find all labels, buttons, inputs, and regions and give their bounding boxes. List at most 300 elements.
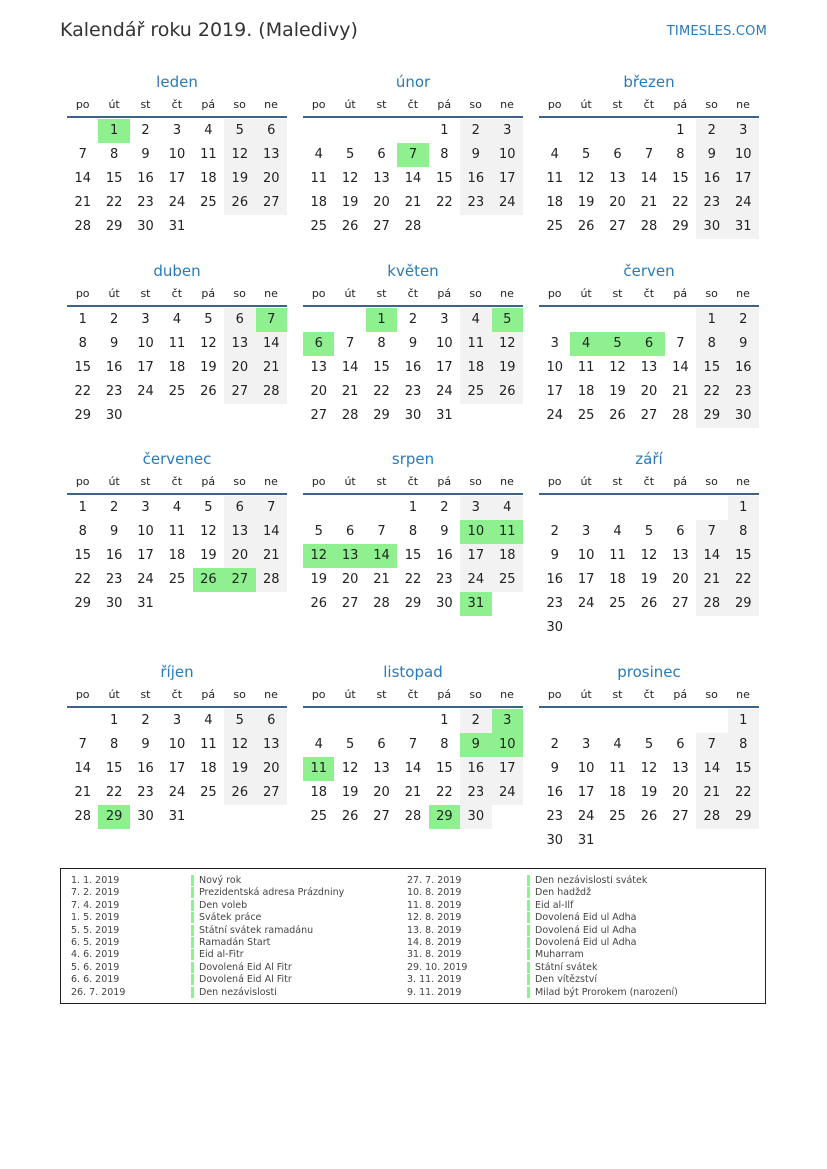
day-cell: 6 [224, 308, 255, 332]
empty-cell [570, 496, 601, 520]
holiday-marker [527, 912, 530, 923]
day-cell: 25 [310, 219, 327, 234]
day-cell: 1 [408, 500, 418, 515]
day-cell: 2 [141, 713, 150, 728]
month-name: říjen [160, 663, 194, 681]
weekday-label: ne [736, 98, 750, 111]
holiday-day: 26 [193, 568, 224, 592]
empty-cell [633, 709, 664, 733]
holiday-day: 1 [366, 308, 397, 332]
holiday-marker [527, 962, 530, 973]
day-cell: 2 [141, 123, 150, 138]
holiday-marker [527, 949, 530, 960]
holiday-day: 12 [303, 544, 334, 568]
day-cell: 25 [310, 809, 327, 824]
weekday-label: po [75, 98, 90, 111]
brand-link[interactable]: TIMESLES.COM [666, 24, 767, 39]
day-cell: 30 [696, 215, 727, 239]
day-cell: 14 [640, 171, 658, 186]
weekday-label: út [344, 475, 356, 488]
day-cell: 17 [168, 761, 186, 776]
day-cell: 19 [200, 360, 217, 375]
weekday-label: po [311, 287, 326, 300]
weekday-label: st [376, 475, 387, 488]
day-grid [67, 119, 287, 239]
day-cell: 8 [78, 336, 87, 351]
weekday-label: pá [201, 688, 216, 701]
empty-cell [397, 119, 428, 143]
weekday-label: čt [643, 98, 655, 111]
day-cell: 1 [440, 123, 449, 138]
day-cell: 6 [676, 737, 685, 752]
legend-row [407, 949, 678, 961]
day-cell: 13 [672, 761, 689, 776]
day-cell: 2 [440, 500, 449, 515]
empty-cell [366, 709, 397, 733]
day-cell: 28 [696, 805, 727, 829]
holiday-name: Den hadždž [535, 887, 592, 899]
day-cell: 20 [310, 384, 327, 399]
day-cell: 19 [200, 548, 217, 563]
day-cell: 19 [640, 785, 658, 800]
day-cell: 22 [105, 785, 123, 800]
page-title: Kalendář roku 2019. (Maledivy) [60, 19, 358, 41]
day-cell: 7 [676, 336, 685, 351]
day-cell: 2 [109, 312, 119, 327]
day-cell: 14 [404, 171, 422, 186]
day-cell: 26 [609, 408, 626, 423]
day-cell: 29 [672, 219, 689, 234]
day-cell: 15 [74, 548, 91, 563]
day-cell: 3 [440, 312, 449, 327]
day-cell: 5 [224, 709, 255, 733]
day-cell: 2 [696, 119, 727, 143]
day-cell: 13 [640, 360, 658, 375]
day-cell: 23 [137, 785, 154, 800]
day-cell: 5 [204, 500, 213, 515]
month-0 [67, 70, 287, 239]
day-cell: 27 [310, 408, 327, 423]
day-cell: 30 [460, 805, 491, 829]
day-cell: 20 [341, 572, 359, 587]
day-cell: 27 [609, 219, 626, 234]
day-cell: 8 [676, 147, 685, 162]
day-cell: 27 [672, 596, 689, 611]
day-cell: 1 [109, 713, 119, 728]
day-cell: 11 [609, 761, 626, 776]
day-cell: 12 [224, 143, 255, 167]
day-grid [303, 308, 523, 428]
month-name: březen [623, 73, 675, 91]
weekday-header [67, 283, 287, 307]
day-cell: 7 [78, 737, 87, 752]
weekday-label: ne [500, 287, 514, 300]
holiday-marker [191, 912, 194, 923]
day-cell: 31 [436, 408, 453, 423]
day-cell: 20 [609, 195, 626, 210]
day-cell: 28 [404, 219, 422, 234]
day-cell: 19 [341, 785, 359, 800]
day-cell: 19 [609, 384, 626, 399]
day-cell: 30 [546, 833, 563, 848]
weekday-label: po [547, 475, 562, 488]
day-cell: 14 [256, 332, 287, 356]
weekday-label: čt [643, 287, 655, 300]
holiday-day: 10 [460, 520, 491, 544]
day-cell: 20 [672, 572, 689, 587]
holiday-marker [527, 887, 530, 898]
day-cell: 5 [224, 119, 255, 143]
day-cell: 31 [168, 809, 186, 824]
holiday-day: 7 [397, 143, 428, 167]
month-name: duben [153, 262, 201, 280]
empty-cell [366, 119, 397, 143]
weekday-label: ne [500, 98, 514, 111]
day-cell: 16 [404, 360, 422, 375]
day-cell: 26 [341, 219, 359, 234]
day-cell: 20 [224, 356, 255, 380]
day-cell: 24 [137, 384, 154, 399]
day-cell: 13 [256, 143, 287, 167]
month-9 [67, 660, 287, 829]
day-cell: 4 [314, 737, 323, 752]
empty-cell [334, 308, 365, 332]
weekday-label: čt [171, 688, 183, 701]
day-cell: 7 [408, 737, 418, 752]
day-cell: 5 [644, 524, 654, 539]
day-cell: 30 [105, 408, 123, 423]
empty-cell [570, 119, 601, 143]
day-cell: 17 [137, 548, 154, 563]
weekday-header [303, 283, 523, 307]
day-cell: 16 [436, 548, 453, 563]
day-cell: 28 [640, 219, 658, 234]
weekday-label: po [547, 98, 562, 111]
day-cell: 2 [728, 308, 759, 332]
day-cell: 10 [492, 143, 523, 167]
day-cell: 28 [404, 809, 422, 824]
day-cell: 3 [550, 336, 559, 351]
month-name: leden [156, 73, 198, 91]
day-cell: 15 [436, 171, 453, 186]
legend-row [71, 987, 344, 999]
day-cell: 18 [609, 572, 626, 587]
empty-cell [665, 308, 696, 332]
weekday-header [67, 471, 287, 495]
day-cell: 22 [696, 380, 727, 404]
month-3 [67, 259, 287, 428]
day-cell: 1 [78, 312, 87, 327]
holiday-date: 6. 6. 2019 [71, 974, 120, 986]
day-cell: 11 [310, 171, 327, 186]
weekday-label: ne [736, 688, 750, 701]
empty-cell [334, 496, 365, 520]
day-cell: 20 [224, 544, 255, 568]
day-cell: 9 [141, 147, 150, 162]
legend-row [71, 974, 344, 986]
weekday-label: ne [500, 475, 514, 488]
day-cell: 24 [577, 596, 595, 611]
weekday-label: po [75, 475, 90, 488]
day-cell: 4 [204, 713, 213, 728]
day-cell: 7 [644, 147, 654, 162]
day-cell: 4 [550, 147, 559, 162]
day-cell: 24 [436, 384, 453, 399]
day-cell: 25 [200, 785, 217, 800]
weekday-label: so [705, 688, 718, 701]
day-cell: 31 [137, 596, 154, 611]
day-cell: 4 [172, 312, 182, 327]
day-cell: 16 [546, 572, 563, 587]
day-cell: 12 [200, 524, 217, 539]
empty-cell [665, 496, 696, 520]
holiday-date: 9. 11. 2019 [407, 986, 462, 998]
day-cell: 22 [404, 572, 422, 587]
day-cell: 10 [137, 336, 154, 351]
day-cell: 17 [728, 167, 759, 191]
day-cell: 11 [168, 524, 186, 539]
day-cell: 7 [696, 520, 727, 544]
day-cell: 14 [696, 544, 727, 568]
holiday-date: 27. 7. 2019 [407, 875, 462, 886]
day-cell: 15 [74, 360, 91, 375]
legend-row [71, 925, 344, 937]
day-cell: 13 [373, 761, 390, 776]
holiday-marker [191, 900, 194, 911]
empty-cell [665, 709, 696, 733]
holiday-marker [191, 925, 194, 936]
legend-row [71, 937, 344, 949]
day-cell: 14 [341, 360, 359, 375]
day-cell: 4 [492, 496, 523, 520]
day-cell: 10 [168, 147, 186, 162]
day-cell: 8 [78, 524, 87, 539]
day-cell: 3 [141, 500, 150, 515]
day-cell: 18 [492, 544, 523, 568]
holiday-name: Dovolená Eid Al Fitr [199, 961, 292, 973]
day-cell: 9 [408, 336, 418, 351]
day-cell: 3 [728, 119, 759, 143]
day-cell: 9 [109, 336, 119, 351]
day-cell: 26 [200, 384, 217, 399]
day-cell: 16 [460, 757, 491, 781]
empty-cell [67, 709, 98, 733]
empty-cell [539, 496, 570, 520]
day-cell: 9 [440, 524, 449, 539]
day-cell: 24 [137, 572, 154, 587]
weekday-label: pá [673, 287, 688, 300]
day-cell: 27 [672, 809, 689, 824]
day-cell: 25 [609, 596, 626, 611]
empty-cell [602, 308, 633, 332]
day-cell: 20 [640, 384, 658, 399]
weekday-label: so [233, 475, 246, 488]
holiday-name: Milad být Prorokem (narození) [535, 986, 678, 998]
day-cell: 26 [640, 809, 658, 824]
day-cell: 11 [200, 737, 217, 752]
day-cell: 30 [105, 596, 123, 611]
legend-row [407, 887, 678, 899]
holiday-day: 13 [334, 544, 365, 568]
empty-cell [570, 709, 601, 733]
empty-cell [602, 119, 633, 143]
weekday-label: čt [171, 98, 183, 111]
holiday-name: Svátek práce [199, 912, 262, 924]
day-cell: 14 [404, 761, 422, 776]
month-1 [303, 70, 523, 239]
weekday-label: pá [437, 98, 452, 111]
weekday-label: pá [437, 688, 452, 701]
holiday-day: 9 [460, 733, 491, 757]
day-cell: 24 [492, 781, 523, 805]
month-4 [303, 259, 523, 428]
holiday-name: Dovolená Eid ul Adha [535, 936, 637, 948]
day-cell: 22 [373, 384, 390, 399]
day-grid [539, 709, 759, 853]
day-cell: 11 [546, 171, 563, 186]
day-cell: 1 [676, 123, 685, 138]
day-cell: 18 [310, 195, 327, 210]
day-cell: 18 [200, 171, 217, 186]
weekday-label: čt [643, 688, 655, 701]
day-grid [67, 709, 287, 829]
day-cell: 9 [141, 737, 150, 752]
holiday-marker [191, 887, 194, 898]
month-8 [539, 447, 759, 640]
day-cell: 3 [581, 737, 591, 752]
day-cell: 25 [577, 408, 595, 423]
day-grid [539, 308, 759, 428]
legend-row [407, 875, 678, 887]
day-grid [67, 496, 287, 616]
month-6 [67, 447, 287, 616]
day-cell: 13 [609, 171, 626, 186]
day-cell: 6 [377, 737, 386, 752]
day-cell: 28 [341, 408, 359, 423]
day-cell: 27 [341, 596, 359, 611]
day-cell: 16 [696, 167, 727, 191]
empty-cell [334, 709, 365, 733]
day-cell: 4 [613, 524, 622, 539]
holiday-date: 14. 8. 2019 [407, 936, 462, 948]
day-cell: 8 [408, 524, 418, 539]
weekday-label: pá [201, 475, 216, 488]
day-cell: 23 [460, 781, 491, 805]
day-cell: 2 [550, 737, 559, 752]
day-cell: 16 [728, 356, 759, 380]
day-cell: 27 [256, 191, 287, 215]
day-cell: 3 [172, 713, 182, 728]
holiday-marker [191, 974, 194, 985]
day-cell: 5 [345, 147, 355, 162]
day-cell: 27 [256, 781, 287, 805]
day-cell: 21 [696, 781, 727, 805]
day-cell: 27 [640, 408, 658, 423]
day-cell: 29 [404, 596, 422, 611]
legend-row [407, 962, 678, 974]
weekday-label: so [469, 475, 482, 488]
day-cell: 19 [310, 572, 327, 587]
weekday-label: st [376, 688, 387, 701]
holiday-name: Eid al-Ilf [535, 899, 574, 911]
weekday-label: po [75, 287, 90, 300]
day-cell: 26 [224, 191, 255, 215]
day-cell: 23 [105, 384, 123, 399]
month-7 [303, 447, 523, 616]
empty-cell [633, 308, 664, 332]
day-cell: 29 [373, 408, 390, 423]
holiday-day: 5 [492, 308, 523, 332]
legend-row [71, 949, 344, 961]
day-cell: 13 [256, 733, 287, 757]
day-cell: 1 [696, 308, 727, 332]
day-cell: 21 [640, 195, 658, 210]
day-cell: 10 [546, 360, 563, 375]
weekday-label: ne [264, 287, 278, 300]
day-grid [539, 119, 759, 239]
day-cell: 28 [696, 592, 727, 616]
day-cell: 30 [728, 404, 759, 428]
day-cell: 19 [224, 167, 255, 191]
day-cell: 18 [460, 356, 491, 380]
day-cell: 29 [74, 596, 91, 611]
day-cell: 23 [728, 380, 759, 404]
day-cell: 18 [168, 548, 186, 563]
holiday-date: 29. 10. 2019 [407, 961, 468, 973]
day-cell: 13 [310, 360, 327, 375]
weekday-header [539, 94, 759, 118]
holiday-name: Dovolená Eid ul Adha [535, 924, 637, 936]
day-cell: 1 [78, 500, 87, 515]
day-cell: 1 [440, 713, 449, 728]
holiday-date: 1. 5. 2019 [71, 912, 120, 924]
legend-row [71, 900, 344, 912]
empty-cell [397, 709, 428, 733]
weekday-label: st [376, 98, 387, 111]
day-cell: 26 [224, 781, 255, 805]
day-cell: 20 [256, 757, 287, 781]
holiday-day: 14 [366, 544, 397, 568]
day-cell: 28 [672, 408, 689, 423]
weekday-header [303, 94, 523, 118]
weekday-label: út [580, 287, 592, 300]
day-cell: 21 [696, 568, 727, 592]
weekday-label: út [344, 98, 356, 111]
day-cell: 25 [460, 380, 491, 404]
weekday-label: út [108, 475, 120, 488]
day-cell: 7 [345, 336, 355, 351]
empty-cell [602, 496, 633, 520]
weekday-label: ne [736, 287, 750, 300]
day-cell: 30 [137, 219, 154, 234]
weekday-label: čt [171, 475, 183, 488]
day-cell: 4 [172, 500, 182, 515]
day-cell: 22 [74, 384, 91, 399]
holiday-day: 6 [303, 332, 334, 356]
day-cell: 8 [109, 147, 119, 162]
day-cell: 21 [373, 572, 390, 587]
day-cell: 5 [345, 737, 355, 752]
day-cell: 26 [640, 596, 658, 611]
day-cell: 4 [613, 737, 622, 752]
day-cell: 6 [224, 496, 255, 520]
day-cell: 9 [550, 761, 559, 776]
weekday-label: so [705, 475, 718, 488]
day-cell: 15 [672, 171, 689, 186]
weekday-label: po [75, 688, 90, 701]
day-cell: 29 [696, 404, 727, 428]
day-cell: 18 [168, 360, 186, 375]
